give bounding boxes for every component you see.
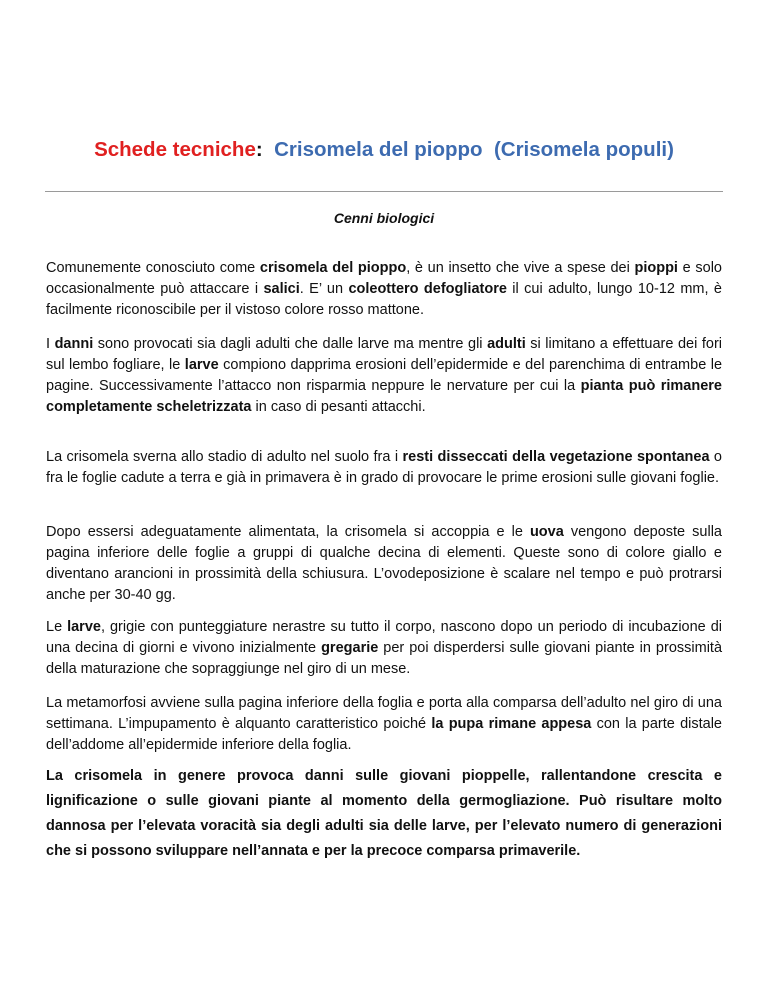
paragraph-damage: I danni sono provocati sia dagli adulti che dalle larve ma mentre gli adulti si limitano a effettuare dei fori sul lembo fogliare, le larve compiono dapprima erosioni dell’epidermide e del parenchima di entrambe le pagine. Successivamente l’attacco non risparmia neppure le nervature per cui la pianta può rimanere completamente scheletrizzata in caso di pesanti attacchi. [46,336,723,415]
title-colon: : [255,138,263,161]
title-latin: (Crisomela populi) [493,138,674,161]
keyword: salici [263,281,300,297]
keyword: larve [184,357,219,373]
keyword: adulti [487,336,526,352]
paragraph-eggs: Dopo essersi adeguatamente alimentata, la crisomela si accoppia e le uova vengono deposte sulla pagina inferiore delle foglie a gruppi di qualche decina di elementi. Queste sono di colore giallo e diventano arancioni in prossimità della schiusura. L’ovodeposizione è scalare nel tempo e può protrarsi anche per 30-40 gg. [46,524,722,603]
keyword: danni [54,336,94,352]
keyword: pioppi [634,260,678,276]
keyword: resti disseccati della vegetazione spontanea [402,449,710,465]
horizontal-divider [45,191,723,192]
section-title: Cenni biologici [333,210,435,226]
paragraph-metamorphosis: La metamorfosi avviene sulla pagina inferiore della foglia e porta alla comparsa dell’adulto nel giro di una settimana. L’impupamento è alquanto caratteristico poiché la pupa rimane appesa con la parte distale dell’addome all’epidermide inferiore della foglia. [46,695,722,753]
page-title [0,136,768,164]
paragraph-description: Comunemente conosciuto come crisomela del pioppo, è un insetto che vive a spese dei pioppi e solo occasionalmente può attaccare i salici. E’ un coleottero defogliatore il cui adulto, lungo 10-12 mm, è facilmente riconoscibile per il vistoso colore rosso mattone. [46,260,722,318]
paragraph-larvae: Le larve, grigie con punteggiature nerastre su tutto il corpo, nascono dopo un periodo di incubazione di una decina di giorni e vivono inizialmente gregarie per poi disperdersi sulle giovani piante in prossimità della maturazione che sopraggiunge nel giro di un mese. [46,619,723,677]
paragraph-summary: La crisomela in genere provoca danni sulle giovani pioppelle, rallentandone crescita e lignificazione o sulle giovani piante al momento della germogliazione. Può risultare molto dannosa per l’elevata voracità sia degli adulti sia delle larve, per l’elevato numero di generazioni che si possono sviluppare nell’annata e per la precoce comparsa primaverile. [46,768,722,859]
paragraph-overwintering: La crisomela sverna allo stadio di adulto nel suolo fra i resti disseccati della vegetazione spontanea o fra le foglie cadute a terra e già in primavera è in grado di provocare le prime erosioni sulle giovani foglie. [46,449,722,486]
keyword: gregarie [321,640,379,656]
keyword: la pupa rimane appesa [431,716,592,732]
title-prefix: Schede tecniche [94,138,256,161]
keyword: uova [529,524,564,540]
keyword: larve [67,619,101,635]
keyword: coleottero defogliatore [348,281,507,297]
title-main: Crisomela del pioppo [274,138,483,161]
keyword: crisomela del pioppo [259,260,407,276]
keyword: pianta può rimanere completamente scheletrizzata [46,378,723,415]
